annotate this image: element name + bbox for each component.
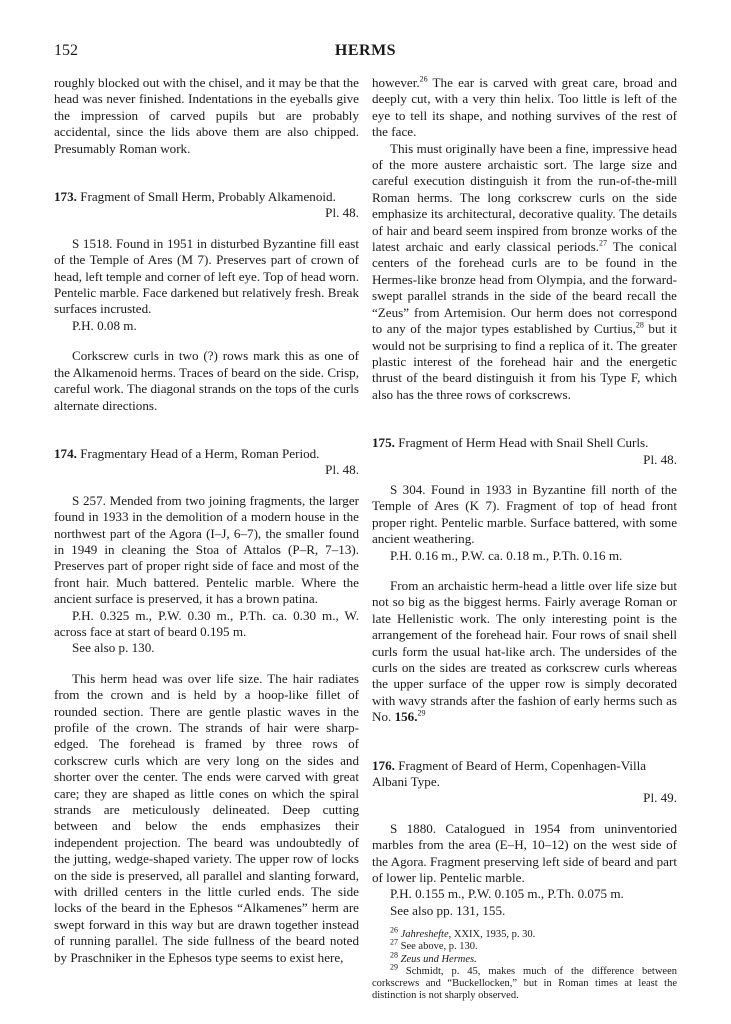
catalog-entry-173 [54, 189, 359, 414]
footnote-ref-29: 29 [417, 708, 426, 718]
entry-description: S 304. Found in 1933 in Byzantine fill north of the Temple of Ares (K 7). Fragment of top of head front proper right. Pentelic marble. Surface battered, with some ancient weathering. [372, 481, 677, 547]
entry-description: S 1518. Found in 1951 in disturbed Byzantine fill east of the Temple of Ares (M 7). Preserves part of crown of head, left temple and corner of left eye. Top of head worn. Pentelic marble. Face darkened but relatively fresh. Break surfaces incrusted. [54, 235, 359, 317]
entry-number: 173. [54, 189, 77, 205]
catalog-entry-176 [372, 758, 677, 920]
text-span: The ear is carved with great care, broad and deeply cut, with a very thin helix. Too little is left of the eye to tell its shape, and nothing survives of the rest of the face. [372, 75, 677, 140]
plate-reference: Pl. 48. [325, 462, 359, 478]
footnote-text: , XXIX, 1935, p. 30. [448, 929, 536, 941]
entry-heading: Fragment of Herm Head with Snail Shell Curls. [398, 435, 649, 451]
entry-dimensions: P.H. 0.325 m., P.W. 0.30 m., P.Th. ca. 0.30 m., W. across face at start of beard 0.195 m. [54, 607, 359, 639]
catalog-number-reference[interactable]: 156. [394, 709, 418, 725]
footnote-ref-27: 27 [598, 238, 607, 248]
text-span: The conical centers of the forehead curls are to be found in the Hermes-like bronze head from Olympia, and the forward-swept parallel strands in the side of the beard recall the “Zeus” from Artemision. Our herm does not correspond to any of the major types established by Curtius, [372, 239, 677, 337]
footnote-title: Jahreshefte [400, 929, 449, 941]
text-span: but it would not be surprising to find a replica of it. The greater plastic interest of the forehead hair and the energetic thrust of the beard distinguish it from his Type F, which also has the three rows of corkscrews. [372, 321, 677, 402]
entry-description: S 257. Mended from two joining fragments, the larger found in 1933 in the demolition of a modern house in the northwest part of the Agora (I–J, 6–7), the smaller found in 1949 in cleaning the Stoa of Attalos (P–R, 7–13). Preserves part of proper right side of face and most of the front hair. Much battered. Pentelic marble. Where the ancient surface is preserved, it has a brown patina. [54, 492, 359, 607]
plate-reference: Pl. 48. [643, 451, 677, 467]
continued-paragraph [372, 75, 677, 141]
footnote-number: 29 [390, 962, 398, 972]
entry-heading: Fragment of Small Herm, Probably Alkamenoid. [80, 189, 336, 205]
entry-title [372, 758, 677, 807]
entry-dimensions: P.H. 0.16 m., P.W. ca. 0.18 m., P.Th. 0.16 m. [390, 547, 623, 563]
footnotes [372, 925, 677, 1002]
footnote-ref-28: 28 [635, 320, 644, 330]
footnote-26 [372, 925, 677, 941]
entry-heading: Fragment of Beard of Herm, Copenhagen-Villa Albani Type. [372, 757, 647, 790]
entry-dimensions: P.H. 0.155 m., P.W. 0.105 m., P.Th. 0.075 m. [390, 886, 624, 902]
text-span: This must originally have been a fine, impressive head of the more austere archaistic sort. The large size and careful execution distinguish it from the run-of-the-mill Roman herms. The long corkscrew curls on the side emphasize its architectural, decorative quality. The details of hair and beard seem inspired from bronze works of the latest archaic and early classical periods. [372, 140, 677, 255]
footnote-28 [372, 950, 677, 966]
text-span: From an archaistic herm-head a little over life size but not so big as the biggest herms. Fairly average Roman or late Hellenistic work. The only interesting point is the arrangement of the forehead hair. Four rows of snail shell curls form the usual hat-like arch. The undersides of the curls on the sides are treated as corkscrew curls whereas the upper surface of the upper row is simply decorated with wavy strands after the fashion of early herms such as No. [372, 577, 677, 725]
footnote-number: 26 [390, 925, 398, 935]
entry-number: 174. [54, 445, 77, 461]
footnote-title: Zeus und Hermes. [400, 953, 477, 965]
entry-commentary: Corkscrew curls in two (?) rows mark this as one of the Alkamenoid herms. Traces of beard on the side. Crisp, careful work. The diagonal strands on the tops of the curls alternate directions. [54, 348, 359, 413]
running-title: HERMS [334, 42, 397, 59]
page-number: 152 [54, 42, 78, 59]
text-span: however. [372, 75, 420, 90]
entry-title [54, 189, 359, 222]
entry-commentary: This herm head was over life size. The hair radiates from the crown and is held by a hoop-like fillet of rounded section. There are gentle plastic waves in the profile of the crown. The strands of hair were sharp-edged. The forehead is framed by three rows of corkscrew curls which are very long on the sides and shorter over the center. The ends were carved with great care; they are shaped as little cones on which the spiral strands are meticulously delineated. Deep cutting between and below the ends emphasizes their independent projection. The beard was undoubtedly of the jutting, wedge-shaped variety. The upper row of locks on the side is preserved, all parallel and slanting forward, with drilled centers in the little curled ends. The side locks of the beard in the Ephesos “Alkamenes” herm are swept forward in this way but are drawn together instead of running parallel. The side fullness of the beard noted by Praschniker in the Ephesos type seems to exist here, [54, 670, 359, 965]
continued-paragraph: roughly blocked out with the chisel, and it may be that the head was never finished. Indentations in the eyeballs give the impression of carved pupils but are probably accidental, since the lids above them are also chipped. Presumably Roman work. [54, 75, 359, 156]
left-column [54, 75, 359, 966]
entry-description: S 1880. Catalogued in 1954 from uninventoried marbles from the area (E–H, 10–12) on the west side of the Agora. Fragment preserving left side of beard and part of lower lip. Pentelic marble. [372, 820, 677, 886]
catalog-entry-174 [54, 446, 359, 966]
entry-dimensions: P.H. 0.08 m. [72, 317, 137, 333]
entry-see-also: See also p. 130. [72, 640, 155, 656]
footnote-text: Schmidt, p. 45, makes much of the difference between corkscrews and “Buckellocken,” but in Roman times at least the distinction is not sharply observed. [372, 965, 677, 1002]
plate-reference: Pl. 48. [325, 205, 359, 221]
footnote-29 [372, 962, 677, 1003]
footnote-number: 28 [390, 950, 398, 960]
footnote-ref-26: 26 [419, 74, 428, 84]
entry-number: 176. [372, 757, 395, 773]
footnote-27 [372, 937, 677, 953]
entry-title [372, 435, 677, 468]
footnote-number: 27 [390, 937, 398, 947]
right-column [372, 75, 677, 1003]
discussion-paragraph [372, 141, 677, 404]
entry-heading: Fragmentary Head of a Herm, Roman Period. [80, 445, 320, 461]
entry-see-also: See also pp. 131, 155. [390, 902, 506, 918]
entry-title [54, 446, 359, 479]
entry-commentary [372, 578, 677, 726]
catalog-entry-175 [372, 435, 677, 726]
plate-reference: Pl. 49. [643, 790, 677, 806]
entry-number: 175. [372, 435, 395, 451]
footnote-text: See above, p. 130. [400, 941, 478, 953]
page-header [54, 42, 677, 64]
